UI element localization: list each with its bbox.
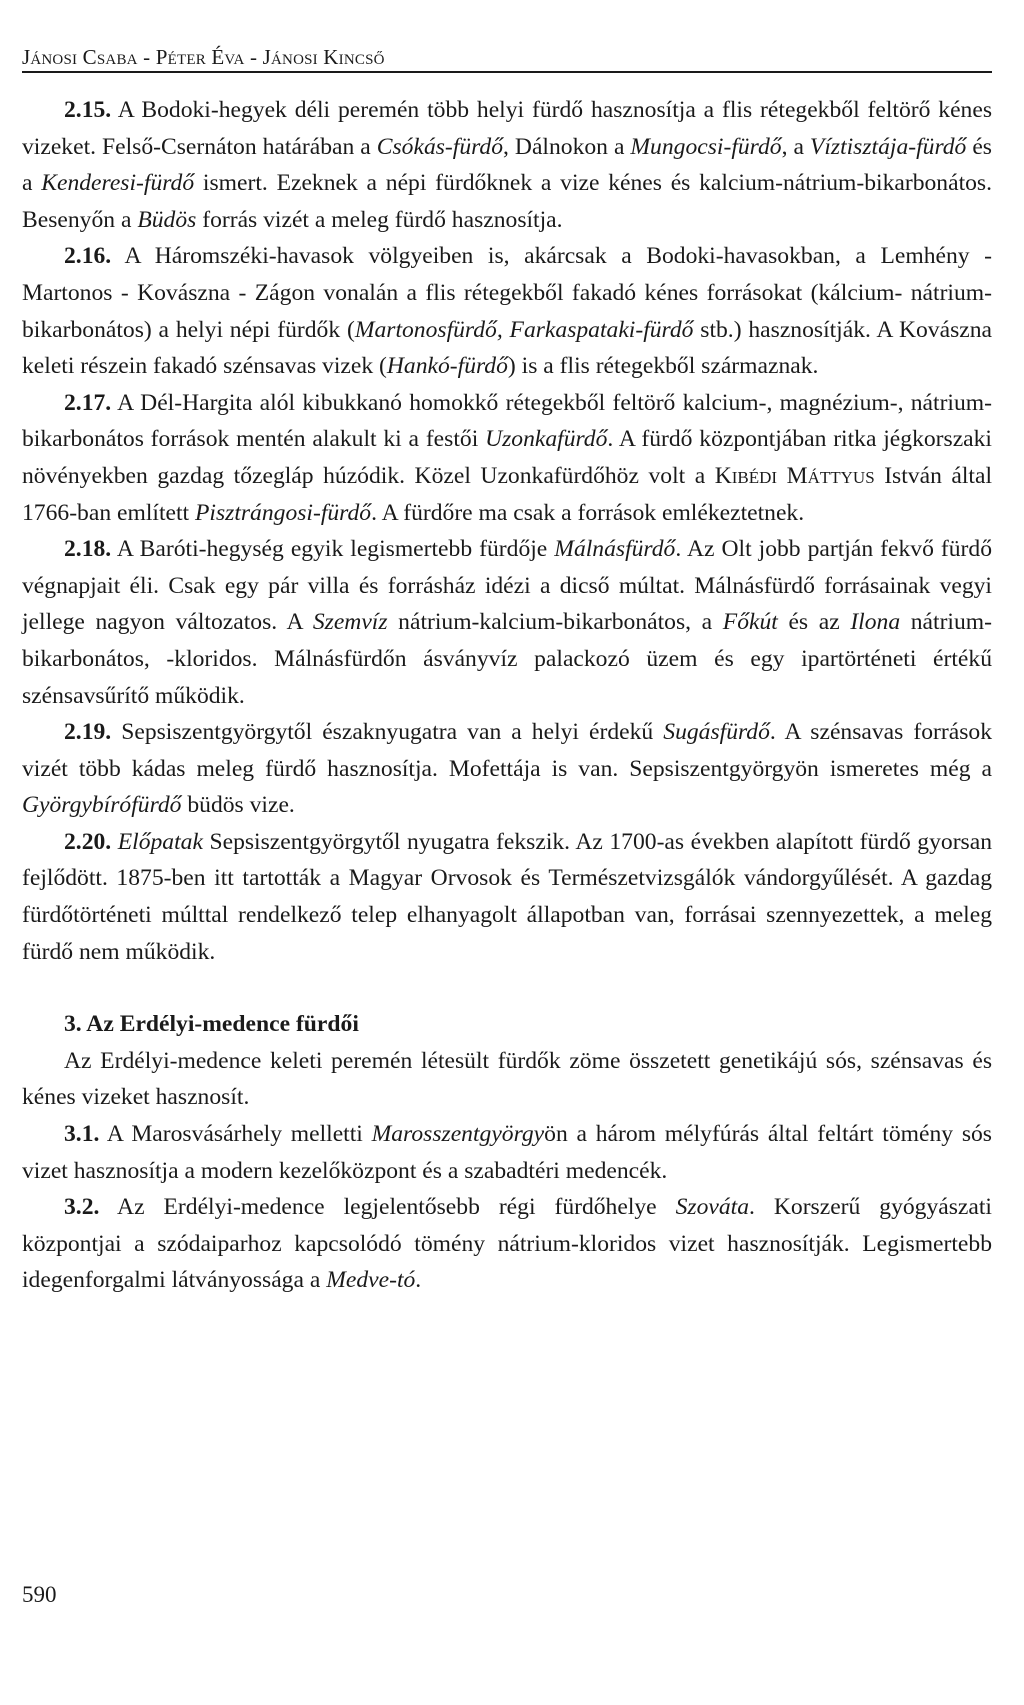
paragraph-number: 2.15.: [64, 97, 112, 123]
place-name: Előpatak: [117, 828, 203, 855]
body-text: [22, 92, 992, 1299]
text-run: stb.) hasznosítják. A Kovászna keleti részein fakadó szénsavas vizek (: [22, 316, 992, 380]
text-run: . A szénsavas források vizét több kádas meleg fürdő hasznosítja. Mofettája is van. Sepsiszentgyörgyön ismeretes még a: [22, 719, 992, 782]
text-run: ön a három mélyfúrás által feltárt tömény sós vizet hasznosítja a modern kezelőközpont és a szabadtéri medencék.: [22, 1121, 992, 1184]
text-run: büdös vize.: [181, 792, 295, 819]
place-name: Hankó-fürdő: [386, 353, 508, 380]
place-name: Marosszentgyörgy: [371, 1121, 545, 1148]
spring-name: Ilona: [850, 609, 901, 636]
text-run: Az Erdélyi-medence legjelentősebb régi fürdőhelye: [99, 1194, 676, 1221]
text-run: István által 1766-ban említett: [22, 462, 993, 526]
place-name: Kenderesi-fürdő: [41, 170, 195, 197]
text-run: A Bodoki-hegyek déli peremén több helyi fürdő hasznosítja a flis rétegekből feltörő kénes vizeket. Felső-Csernáton határában a: [22, 97, 992, 160]
paragraph-3-1: [22, 1116, 992, 1189]
paragraph-number: 2.18.: [64, 536, 112, 563]
page-number: 590: [22, 1582, 57, 1607]
paragraph-3-2: [22, 1189, 992, 1299]
text-run: . A fürdőre ma csak a források emlékeztetnek.: [371, 499, 805, 526]
paragraph-2-15: [22, 92, 992, 238]
text-run: Sepsiszentgyörgytől északnyugatra van a helyi érdekű: [111, 719, 664, 746]
person-name: Kibédi Máttyus: [714, 462, 875, 489]
text-run: és az: [777, 609, 851, 636]
header-rule: [22, 71, 992, 73]
text-run: ) is a flis rétegekből származnak.: [507, 353, 819, 380]
text-run: forrás vizét a meleg fürdő hasznosítja.: [196, 206, 563, 233]
section-intro: Az Erdélyi-medence keleti peremén létesült fürdők zöme összetett genetikájú sós, szénsavas és kénes vizeket hasznosít.: [22, 1047, 992, 1111]
place-name: Víztisztája-fürdő: [809, 133, 967, 160]
text-run: Sepsiszentgyörgytől nyugatra fekszik. Az 1700-as években alapított fürdő gyorsan fejlődött. 1875-ben itt tartották a Magyar Orvosok és Természetvizsgálók vándorgyűlését. A gazdag fürdőtörténeti múlttal rendelkező telep elhanyagolt állapotban van, forrásai szennyezettek, a meleg fürdő nem működik.: [22, 828, 993, 965]
place-name: Csókás-fürdő: [376, 133, 504, 160]
place-name: Mungocsi-fürdő: [630, 133, 782, 160]
text-run: A Marosvásárhely melletti: [99, 1121, 372, 1148]
text-run: , a: [781, 133, 810, 160]
text-run: A Baróti-hegység egyik legismertebb fürdője: [111, 536, 555, 563]
running-head: Jánosi Csaba - Péter Éva - Jánosi Kincső: [22, 45, 385, 69]
place-name: Martonosfürdő, Farkaspataki-fürdő: [354, 316, 694, 343]
text-run: és a: [22, 133, 992, 197]
place-name: Medve-tó: [326, 1267, 416, 1294]
text-run: , Dálnokon a: [503, 133, 631, 160]
text-run: nátrium-bikarbonátos, -kloridos. Málnásfürdőn ásványvíz palackozó üzem és egy ipartörténeti értékű szénsavsűrítő működik.: [22, 609, 992, 709]
place-name: Sugásfürdő: [663, 719, 770, 746]
place-name: Uzonkafürdő: [485, 426, 608, 453]
paragraph-2-20: [22, 824, 992, 970]
text-run: . A fürdő központjában ritka jégkorszaki növényekben gazdag tőzegláp húzódik. Közel Uzonkafürdőhöz volt a: [22, 426, 992, 489]
place-name: Pisztrángosi-fürdő: [194, 499, 372, 526]
text-run: . Az Olt jobb partján fekvő fürdő végnapjait éli. Csak egy pár villa és forrásház idézi a dicső múltat. Málnásfürdő forrásainak vegyi jellege nagyon változatos. A: [22, 536, 992, 636]
section-title: 3. Az Erdélyi-medence fürdői: [64, 1011, 359, 1038]
text-run: . Korszerű gyógyászati központjai a szódaiparhoz kapcsolódó tömény nátrium-kloridos vizet hasznosítják. Legismertebb idegenforgalmi látványossága a: [22, 1194, 992, 1294]
place-name: Györgybírófürdő: [22, 792, 182, 819]
text-run: A Háromszéki-havasok völgyeiben is, akárcsak a Bodoki-havasokban, a Lemhény - Martonos - Kovászna - Zágon vonalán a flis rétegekből fakadó kénes forrásokat (kálcium- nátrium-bikarbonátos) a helyi népi fürdők (: [22, 243, 992, 343]
paragraph-2-16: [22, 238, 992, 384]
place-name: Büdös: [137, 206, 197, 233]
text-run: .: [415, 1267, 422, 1294]
paragraph-number: 3.1.: [64, 1121, 100, 1148]
place-name: Szováta: [675, 1194, 750, 1221]
section-spacer: [22, 970, 992, 1006]
paragraph-number: 3.2.: [64, 1194, 100, 1221]
paragraph-2-17: [22, 385, 992, 531]
text-run: nátrium-kalcium-bikarbonátos, a: [387, 609, 723, 636]
text-run: A Dél-Hargita alól kibukkanó homokkő rétegekből feltörő kalcium-, magnézium-, nátrium-bikarbonátos források mentén alakult ki a festői: [22, 389, 992, 453]
paragraph-2-19: [22, 714, 992, 824]
spring-name: Főkút: [722, 609, 778, 636]
place-name: Málnásfürdő: [554, 536, 676, 563]
paragraph-number: 2.16.: [64, 243, 112, 270]
spring-name: Szemvíz: [312, 609, 388, 636]
text-run: ismert. Ezeknek a népi fürdőknek a vize kénes és kalcium-nátrium-bikarbonátos. Besenyőn a: [22, 170, 992, 233]
paragraph-number: 2.20.: [64, 828, 112, 855]
paragraph-number: 2.17.: [64, 389, 112, 416]
paragraph-number: 2.19.: [64, 719, 112, 746]
paragraph-2-18: [22, 531, 992, 714]
